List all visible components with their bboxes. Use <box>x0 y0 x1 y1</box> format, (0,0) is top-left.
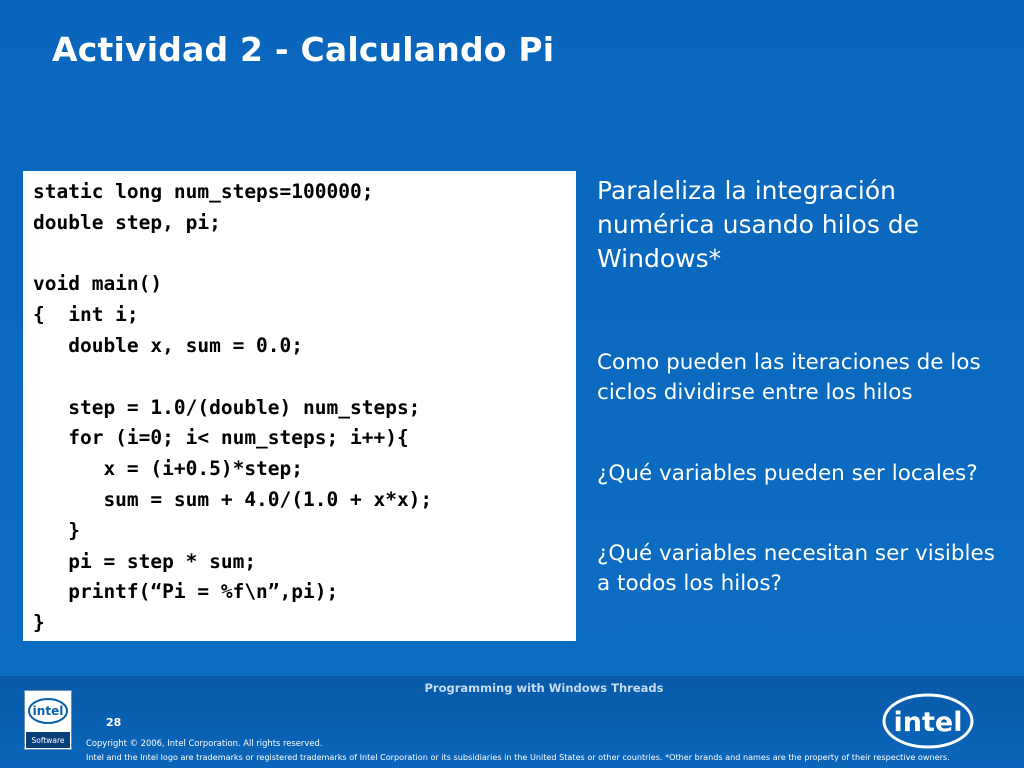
intel-software-badge-icon <box>24 690 72 750</box>
code-line: for (i=0; i< num_steps; i++){ <box>33 426 409 450</box>
code-line: { int i; <box>33 303 139 327</box>
copyright-text: Copyright © 2006, Intel Corporation. All rights reserved. <box>86 738 323 748</box>
code-line: pi = step * sum; <box>33 549 257 573</box>
code-line: static long num_steps=100000; <box>33 180 374 203</box>
code-line: double step, pi; <box>33 210 221 234</box>
question-text: ¿Qué variables pueden ser locales? <box>597 461 978 486</box>
footer-title: Programming with Windows Threads <box>424 681 664 695</box>
legal-text: Intel and the Intel logo are trademarks or registered trademarks of Intel Corporation or its subsidiaries in the United States or other countries. *Other brands and names are the property of their respective owners. <box>86 752 950 762</box>
code-line: } <box>33 518 80 542</box>
page-number: 28 <box>106 716 122 729</box>
code-line: } <box>33 611 45 635</box>
badge-sub-text: Software <box>31 736 65 745</box>
code-line: void main() <box>33 272 163 296</box>
intel-logo-icon <box>880 689 976 753</box>
badge-logo-text: intel <box>32 704 64 718</box>
intro-text: Paraleliza la integración numérica usando hilos de Windows* <box>597 176 920 273</box>
code-block <box>23 171 576 641</box>
code-line: x = (i+0.5)*step; <box>33 457 304 481</box>
code-line <box>33 362 576 393</box>
code-line: double x, sum = 0.0; <box>33 333 304 357</box>
question-text: ¿Qué variables necesitan ser visibles a todos los hilos? <box>597 541 995 596</box>
question-text: Como pueden las iteraciones de los ciclos dividirse entre los hilos <box>597 350 981 405</box>
code-line <box>33 239 576 270</box>
slide-title: Actividad 2 - Calculando Pi <box>52 30 555 69</box>
code-line: step = 1.0/(double) num_steps; <box>33 395 421 419</box>
code-line: sum = sum + 4.0/(1.0 + x*x); <box>33 487 433 511</box>
logo-text: intel <box>893 707 963 738</box>
code-line: printf(“Pi = %f\n”,pi); <box>33 580 339 604</box>
